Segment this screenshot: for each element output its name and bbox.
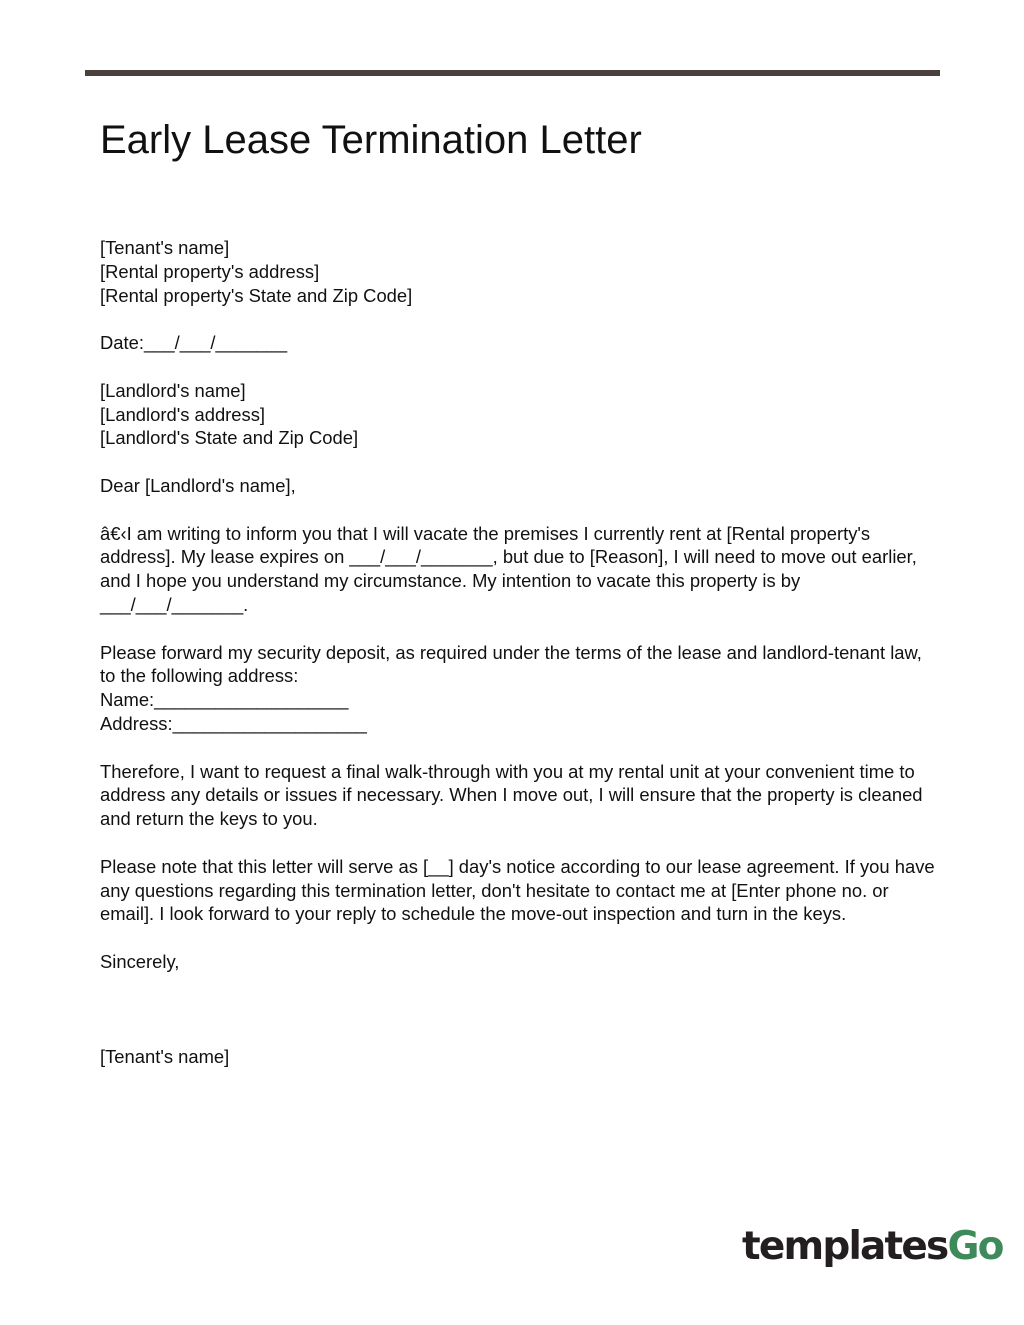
templatesgo-logo — [742, 1222, 1003, 1272]
paragraph-deposit: Please forward my security deposit, as required under the terms of the lease and landlord-tenant law, to the following address: — [100, 641, 922, 687]
address-field: Address:___________________ — [100, 712, 367, 734]
sender-block — [100, 236, 935, 307]
document-title: Early Lease Termination Letter — [100, 118, 642, 162]
sender-address: [Rental property's address] — [100, 260, 320, 282]
recipient-state-zip: [Landlord's State and Zip Code] — [100, 427, 359, 449]
paragraph-walkthrough: Therefore, I want to request a final walk-through with you at my rental unit at your convenient time to address any details or issues if necessary. When I move out, I will ensure that the property is cleaned and return the keys to you. — [100, 760, 923, 830]
letter-body — [100, 236, 935, 1069]
sender-state-zip: [Rental property's State and Zip Code] — [100, 284, 413, 306]
paragraph-intent: â€‹I am writing to inform you that I will vacate the premises I currently rent at [Rental property's address]. My lease expires on ___/___/_______, but due to [Reason], I will need to move out earlier, and I hope you understand my circumstance. My intention to vacate this property is by ___/___/_______. — [100, 522, 917, 615]
closing: Sincerely, — [100, 950, 180, 972]
recipient-name: [Landlord's name] — [100, 379, 246, 401]
paragraph-notice: Please note that this letter will serve as [__] day's notice according to our lease agreement. If you have any questions regarding this termination letter, don't hesitate to contact me at [Enter phone no. or email]. I look forward to your reply to schedule the move-out inspection and turn in the keys. — [100, 855, 935, 925]
date-line: Date:___/___/_______ — [100, 332, 288, 354]
recipient-block — [100, 379, 935, 450]
sender-name: [Tenant's name] — [100, 237, 230, 258]
signature-name: [Tenant's name] — [100, 1046, 230, 1068]
salutation: Dear [Landlord's name], — [100, 474, 296, 496]
logo-text-main: templates — [742, 1224, 948, 1269]
header-rule — [85, 70, 940, 76]
name-field: Name:___________________ — [100, 689, 349, 711]
logo-text-accent: Go — [947, 1224, 1003, 1269]
recipient-address: [Landlord's address] — [100, 403, 266, 425]
